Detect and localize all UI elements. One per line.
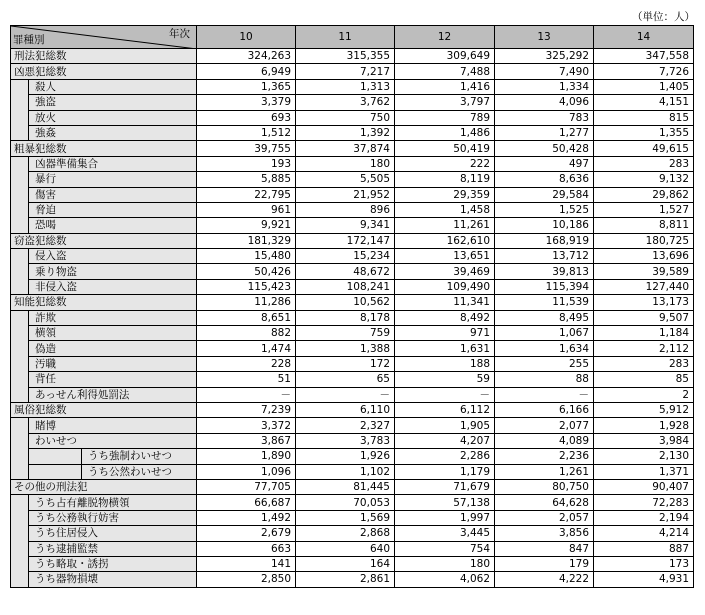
value-cell: 6,112 [395,402,495,417]
unit-label: （単位：人） [632,11,695,23]
subcategory-label: 詐欺 [29,310,197,325]
value-cell: 109,490 [395,279,495,294]
value-cell: 21,952 [296,187,395,202]
value-cell: 4,062 [395,572,495,587]
value-cell: 88 [495,372,594,387]
value-cell: 4,089 [495,433,594,448]
table-row [11,341,694,356]
subcategory-label: うち公務執行妨害 [29,510,197,525]
value-cell: 1,179 [395,464,495,479]
indent-cell [29,449,82,463]
subcategory-label: 脅迫 [29,202,197,217]
value-cell: 693 [197,110,296,125]
subcategory-label: 強盗 [29,95,197,110]
value-cell: 1,997 [395,510,495,525]
indent-cell [11,110,29,125]
value-cell: 39,469 [395,264,495,279]
table-row [11,156,694,171]
value-cell: 3,379 [197,95,296,110]
value-cell: 172,147 [296,233,395,248]
value-cell: 1,416 [395,79,495,94]
value-cell: 2,194 [594,510,694,525]
table-row [11,326,694,341]
value-cell: 11,261 [395,218,495,233]
value-cell: 4,096 [495,95,594,110]
value-cell: 887 [594,541,694,556]
indent-cell [11,572,29,587]
table-row [11,572,694,587]
value-cell: 115,423 [197,279,296,294]
value-cell: 39,813 [495,264,594,279]
value-cell: 882 [197,326,296,341]
value-cell: 13,173 [594,295,694,310]
year-header: 10 [197,26,296,49]
subcategory-label: 強姦 [29,125,197,140]
value-cell: 847 [495,541,594,556]
value-cell: 193 [197,156,296,171]
category-label: 風俗犯総数 [11,402,197,417]
indent-cell [11,495,29,510]
value-cell: 39,589 [594,264,694,279]
value-cell: 6,949 [197,64,296,79]
subcategory-label: うち住居侵入 [29,526,197,541]
value-cell: － [395,387,495,402]
value-cell: 1,905 [395,418,495,433]
value-cell: 255 [495,356,594,371]
value-cell: 8,811 [594,218,694,233]
table-row [11,218,694,233]
sub-subcategory-label [29,464,197,479]
value-cell: 77,705 [197,479,296,494]
value-cell: 181,329 [197,233,296,248]
category-label: 粗暴犯総数 [11,141,197,156]
indent-cell [11,218,29,233]
value-cell: 3,867 [197,433,296,448]
label-text: うち強制わいせつ [88,450,172,463]
table-row [11,125,694,140]
value-cell: 11,341 [395,295,495,310]
value-cell: 783 [495,110,594,125]
table-row [11,172,694,187]
value-cell: 497 [495,156,594,171]
value-cell: － [197,387,296,402]
value-cell: 1,512 [197,125,296,140]
value-cell: 66,687 [197,495,296,510]
value-cell: 7,239 [197,402,296,417]
indent-cell [11,387,29,402]
value-cell: 1,334 [495,79,594,94]
indent-cell [11,279,29,294]
value-cell: 15,234 [296,249,395,264]
value-cell: 4,151 [594,95,694,110]
year-header: 11 [296,26,395,49]
value-cell: 3,783 [296,433,395,448]
value-cell: 10,562 [296,295,395,310]
value-cell: 1,569 [296,510,395,525]
value-cell: 663 [197,541,296,556]
value-cell: 162,610 [395,233,495,248]
value-cell: 13,712 [495,249,594,264]
table-row [11,556,694,571]
value-cell: 2 [594,387,694,402]
indent-cell [29,465,82,479]
indent-cell [11,187,29,202]
table-row [11,479,694,494]
value-cell: 13,651 [395,249,495,264]
value-cell: 8,178 [296,310,395,325]
indent-cell [11,156,29,171]
value-cell: 51 [197,372,296,387]
value-cell: 1,405 [594,79,694,94]
value-cell: 188 [395,356,495,371]
value-cell: 283 [594,356,694,371]
value-cell: 71,679 [395,479,495,494]
value-cell: 1,355 [594,125,694,140]
value-cell: 8,119 [395,172,495,187]
table-row [11,249,694,264]
subcategory-label: あっせん利得処罰法 [29,387,197,402]
value-cell: 961 [197,202,296,217]
table-row [11,264,694,279]
value-cell: 5,912 [594,402,694,417]
table-row [11,510,694,525]
value-cell: 81,445 [296,479,395,494]
value-cell: 11,539 [495,295,594,310]
value-cell: － [296,387,395,402]
table-row [11,310,694,325]
value-cell: 1,388 [296,341,395,356]
table-body [11,49,694,588]
value-cell: 1,474 [197,341,296,356]
value-cell: 9,341 [296,218,395,233]
value-cell: 3,797 [395,95,495,110]
value-cell: 29,862 [594,187,694,202]
indent-cell [11,418,29,433]
value-cell: － [495,387,594,402]
subcategory-label: 非侵入盗 [29,279,197,294]
category-axis-label: 罪種別 [13,34,45,46]
indent-cell [11,95,29,110]
value-cell: 1,392 [296,125,395,140]
value-cell: 2,077 [495,418,594,433]
table-row [11,279,694,294]
value-cell: 9,507 [594,310,694,325]
crime-statistics-table [10,25,694,588]
indent-cell [11,510,29,525]
table-row [11,356,694,371]
value-cell: 5,885 [197,172,296,187]
subcategory-label: 賭博 [29,418,197,433]
value-cell: 50,428 [495,141,594,156]
value-cell: 896 [296,202,395,217]
value-cell: 9,921 [197,218,296,233]
subcategory-label: 傷害 [29,187,197,202]
value-cell: 22,795 [197,187,296,202]
value-cell: 6,110 [296,402,395,417]
value-cell: 9,132 [594,172,694,187]
value-cell: 1,890 [197,449,296,464]
indent-cell [11,79,29,94]
indent-cell [11,526,29,541]
subcategory-label: うち器物損壊 [29,572,197,587]
value-cell: 15,480 [197,249,296,264]
value-cell: 2,057 [495,510,594,525]
value-cell: 750 [296,110,395,125]
indent-cell [11,326,29,341]
value-cell: 7,490 [495,64,594,79]
value-cell: 2,130 [594,449,694,464]
value-cell: 50,419 [395,141,495,156]
value-cell: 180 [395,556,495,571]
value-cell: 3,372 [197,418,296,433]
value-cell: 180,725 [594,233,694,248]
value-cell: 8,492 [395,310,495,325]
value-cell: 65 [296,372,395,387]
value-cell: 29,584 [495,187,594,202]
value-cell: 180 [296,156,395,171]
subcategory-label: 汚職 [29,356,197,371]
value-cell: 325,292 [495,49,594,64]
value-cell: 39,755 [197,141,296,156]
value-cell: 283 [594,156,694,171]
value-cell: 141 [197,556,296,571]
value-cell: 2,850 [197,572,296,587]
value-cell: 4,207 [395,433,495,448]
table-row [11,418,694,433]
subcategory-label: 暴行 [29,172,197,187]
value-cell: 640 [296,541,395,556]
table-row [11,295,694,310]
value-cell: 80,750 [495,479,594,494]
indent-cell [11,172,29,187]
value-cell: 1,102 [296,464,395,479]
table-row [11,64,694,79]
year-header: 14 [594,26,694,49]
value-cell: 37,874 [296,141,395,156]
table-row [11,541,694,556]
table-row [11,433,694,448]
subcategory-label: 放火 [29,110,197,125]
label-text: うち公然わいせつ [88,465,172,478]
value-cell: 8,495 [495,310,594,325]
subcategory-label: うち占有離脱物横領 [29,495,197,510]
value-cell: 7,217 [296,64,395,79]
value-cell: 971 [395,326,495,341]
value-cell: 29,359 [395,187,495,202]
table-row [11,449,694,464]
indent-cell [11,341,29,356]
value-cell: 1,928 [594,418,694,433]
value-cell: 347,558 [594,49,694,64]
subcategory-label: うち逮捕監禁 [29,541,197,556]
indent-cell [11,556,29,571]
value-cell: 1,486 [395,125,495,140]
category-label: 知能犯総数 [11,295,197,310]
value-cell: 3,445 [395,526,495,541]
value-cell: 2,236 [495,449,594,464]
value-cell: 57,138 [395,495,495,510]
table-row [11,464,694,479]
value-cell: 1,525 [495,202,594,217]
value-cell: 3,762 [296,95,395,110]
table-row [11,79,694,94]
header-row [11,26,694,49]
table-row [11,202,694,217]
subcategory-label: 侵入盗 [29,249,197,264]
value-cell: 5,505 [296,172,395,187]
category-label: 刑法犯総数 [11,49,197,64]
table-row [11,402,694,417]
value-cell: 759 [296,326,395,341]
value-cell: 6,166 [495,402,594,417]
value-cell: 1,096 [197,464,296,479]
indent-cell [11,449,29,464]
table-row [11,49,694,64]
value-cell: 2,286 [395,449,495,464]
indent-cell [11,372,29,387]
value-cell: 4,214 [594,526,694,541]
value-cell: 1,527 [594,202,694,217]
table-row [11,95,694,110]
value-cell: 3,984 [594,433,694,448]
value-cell: 168,919 [495,233,594,248]
table-row [11,187,694,202]
value-cell: 2,112 [594,341,694,356]
value-cell: 815 [594,110,694,125]
value-cell: 1,261 [495,464,594,479]
subcategory-label: わいせつ [29,433,197,448]
value-cell: 1,371 [594,464,694,479]
table-row [11,110,694,125]
value-cell: 1,067 [495,326,594,341]
value-cell: 324,263 [197,49,296,64]
value-cell: 49,615 [594,141,694,156]
value-cell: 10,186 [495,218,594,233]
table-row [11,387,694,402]
value-cell: 59 [395,372,495,387]
value-cell: 315,355 [296,49,395,64]
subcategory-label: 殺人 [29,79,197,94]
value-cell: 50,426 [197,264,296,279]
subcategory-label: 凶器準備集合 [29,156,197,171]
indent-cell [11,249,29,264]
value-cell: 8,651 [197,310,296,325]
indent-cell [11,356,29,371]
value-cell: 309,649 [395,49,495,64]
value-cell: 1,634 [495,341,594,356]
year-axis-label: 年次 [169,28,190,40]
indent-cell [11,125,29,140]
value-cell: 3,856 [495,526,594,541]
indent-cell [11,310,29,325]
subcategory-label: 横領 [29,326,197,341]
value-cell: 127,440 [594,279,694,294]
value-cell: 64,628 [495,495,594,510]
year-header: 13 [495,26,594,49]
corner-header-cell [11,26,197,49]
value-cell: 2,679 [197,526,296,541]
value-cell: 1,631 [395,341,495,356]
indent-cell [11,541,29,556]
value-cell: 754 [395,541,495,556]
indent-cell [11,464,29,479]
value-cell: 1,277 [495,125,594,140]
value-cell: 8,636 [495,172,594,187]
value-cell: 228 [197,356,296,371]
value-cell: 4,931 [594,572,694,587]
subcategory-label: うち略取・誘拐 [29,556,197,571]
indent-cell [11,264,29,279]
value-cell: 70,053 [296,495,395,510]
value-cell: 789 [395,110,495,125]
value-cell: 2,861 [296,572,395,587]
subcategory-label: 恐喝 [29,218,197,233]
table-row [11,233,694,248]
value-cell: 2,327 [296,418,395,433]
value-cell: 13,696 [594,249,694,264]
indent-cell [11,202,29,217]
table-row [11,372,694,387]
value-cell: 1,492 [197,510,296,525]
table-row [11,526,694,541]
table-row [11,495,694,510]
value-cell: 1,458 [395,202,495,217]
value-cell: 90,407 [594,479,694,494]
category-label: 凶悪犯総数 [11,64,197,79]
value-cell: 2,868 [296,526,395,541]
value-cell: 173 [594,556,694,571]
category-label: その他の刑法犯 [11,479,197,494]
subcategory-label: 乗り物盗 [29,264,197,279]
value-cell: 172 [296,356,395,371]
category-label: 窃盗犯総数 [11,233,197,248]
value-cell: 1,365 [197,79,296,94]
value-cell: 4,222 [495,572,594,587]
table-row [11,141,694,156]
value-cell: 222 [395,156,495,171]
subcategory-label: 偽造 [29,341,197,356]
value-cell: 11,286 [197,295,296,310]
value-cell: 85 [594,372,694,387]
value-cell: 1,926 [296,449,395,464]
indent-cell [11,433,29,448]
value-cell: 7,488 [395,64,495,79]
value-cell: 7,726 [594,64,694,79]
value-cell: 72,283 [594,495,694,510]
sub-subcategory-label [29,449,197,464]
value-cell: 108,241 [296,279,395,294]
year-header: 12 [395,26,495,49]
subcategory-label: 背任 [29,372,197,387]
value-cell: 48,672 [296,264,395,279]
value-cell: 179 [495,556,594,571]
value-cell: 115,394 [495,279,594,294]
value-cell: 1,313 [296,79,395,94]
value-cell: 164 [296,556,395,571]
value-cell: 1,184 [594,326,694,341]
